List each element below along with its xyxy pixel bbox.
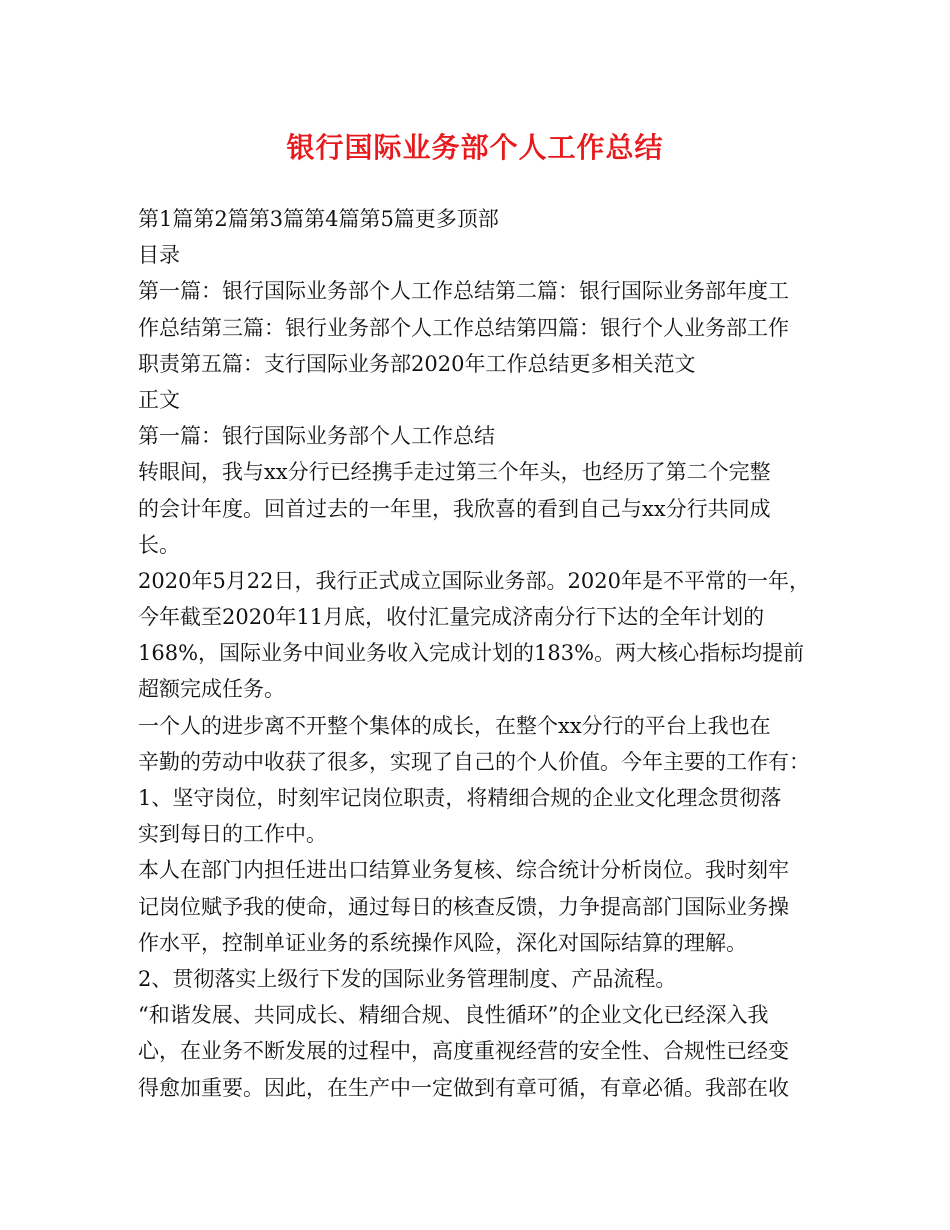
text-line: 本人在部门内担任进出口结算业务复核、综合统计分析岗位。我时刻牢 — [138, 858, 789, 883]
text-line: 一个人的进步离不开整个集体的成长，在整个xx分行的平台上我也在 — [138, 713, 771, 738]
text-line: 辛勤的劳动中收获了很多，实现了自己的个人价值。今年主要的工作有： — [138, 749, 810, 774]
text-line: 转眼间，我与xx分行已经携手走过第三个年头，也经历了第二个完整 — [138, 460, 771, 485]
document-title: 银行国际业务部个人工作总结 — [286, 131, 664, 164]
text-line: 记岗位赋予我的使命，通过每日的核查反馈，力争提高部门国际业务操 — [138, 894, 789, 919]
text-line: 2、贯彻落实上级行下发的国际业务管理制度、产品流程。 — [138, 966, 677, 991]
text-line: 的会计年度。回首过去的一年里，我欣喜的看到自己与xx分行共同成 — [138, 496, 771, 521]
text-line: 1、坚守岗位，时刻牢记岗位职责，将精细合规的企业文化理念贯彻落 — [138, 786, 782, 810]
text-line: 2020年5月22日，我行正式成立国际业务部。2020年是不平常的一年， — [138, 568, 810, 593]
text-line: 作水平，控制单证业务的系统操作风险，深化对国际结算的理解。 — [138, 930, 747, 955]
document-body — [138, 201, 818, 1106]
text-line: 长。 — [138, 532, 180, 557]
text-line: 第1篇第2篇第3篇第4篇第5篇更多顶部 — [138, 207, 499, 231]
text-line: 目录 — [138, 243, 180, 268]
text-line: 第一篇：银行国际业务部个人工作总结第二篇：银行国际业务部年度工 — [138, 279, 789, 304]
text-line: 正文 — [138, 387, 180, 412]
text-line: 168%，国际业务中间业务收入完成计划的183%。两大核心指标均提前 — [138, 641, 805, 666]
text-line: “和谐发展、共同成长、精细合规、良性循环”的企业文化已经深入我 — [138, 1003, 769, 1028]
text-line: 心，在业务不断发展的过程中，高度重视经营的安全性、合规性已经变 — [138, 1039, 789, 1064]
text-line: 超额完成任务。 — [138, 677, 285, 702]
text-line: 第一篇：银行国际业务部个人工作总结 — [138, 424, 495, 449]
text-line: 得愈加重要。因此，在生产中一定做到有章可循，有章必循。我部在收 — [138, 1075, 789, 1100]
text-line: 今年截至2020年11月底，收付汇量完成济南分行下达的全年计划的 — [138, 605, 765, 630]
text-line: 实到每日的工作中。 — [138, 822, 327, 847]
text-line: 作总结第三篇：银行业务部个人工作总结第四篇：银行个人业务部工作 — [138, 315, 789, 340]
text-line: 职责第五篇：支行国际业务部2020年工作总结更多相关范文 — [138, 351, 696, 376]
